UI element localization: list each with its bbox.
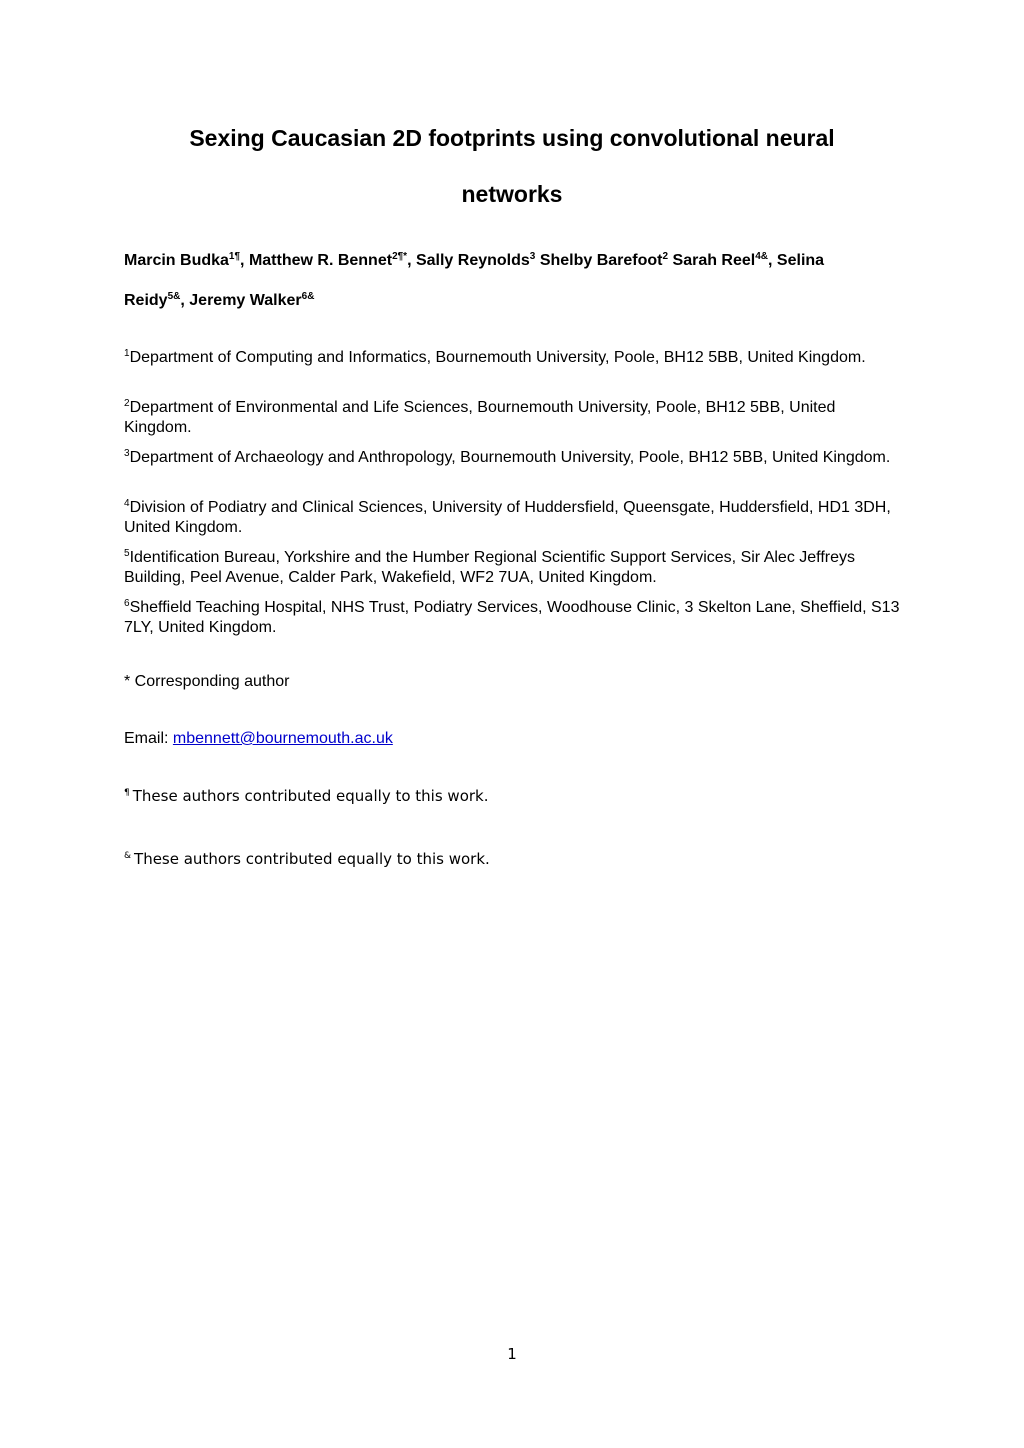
affiliation-text: Sheffield Teaching Hospital, NHS Trust, Podiatry Services, Woodhouse Clinic, 3 Skelton Lane, Sheffield, S13 7LY, United Kingdom. <box>124 599 900 636</box>
affiliation-number: 2 <box>124 398 130 409</box>
author-affiliation-marks: 2 <box>662 251 669 262</box>
affiliation-number: 4 <box>124 498 130 509</box>
email-line <box>124 729 393 749</box>
corresponding-author-note: * Corresponding author <box>124 673 290 690</box>
note-mark: & <box>124 851 132 861</box>
affiliation-text: Department of Environmental and Life Sciences, Bournemouth University, Poole, BH12 5BB, United Kingdom. <box>124 399 836 436</box>
affiliation-3 <box>124 448 904 468</box>
affiliation-text: Identification Bureau, Yorkshire and the Humber Regional Scientific Support Services, Sir Alec Jeffreys Building, Peel Avenue, Calder Park, Wakefield, WF2 7UA, United Kingdom. <box>124 549 855 586</box>
author-name-part: Selina <box>776 252 825 269</box>
author-affiliation-marks: 4& <box>755 251 769 262</box>
paper-title-line-2: networks <box>461 181 563 207</box>
author-list-line-2 <box>124 291 314 311</box>
author-name-part: Reidy <box>124 292 168 309</box>
equal-contribution-note-2 <box>124 849 490 869</box>
affiliation-number: 5 <box>124 548 130 559</box>
affiliation-number: 3 <box>124 448 130 459</box>
affiliation-text: Department of Computing and Informatics, Bournemouth University, Poole, BH12 5BB, United Kingdom. <box>129 349 866 366</box>
affiliation-1 <box>124 348 904 368</box>
note-mark: ¶ <box>124 788 130 798</box>
author-separator: , <box>240 252 249 269</box>
author-name: Marcin Budka <box>124 252 229 269</box>
equal-contribution-note-1 <box>124 786 489 806</box>
author-name: Sally Reynolds <box>415 252 530 269</box>
author-name: Sarah Reel <box>672 252 756 269</box>
author-name: Shelby Barefoot <box>539 252 663 269</box>
note-text: These authors contributed equally to this work. <box>134 850 490 868</box>
page-number: 1 <box>507 1345 517 1363</box>
affiliation-number: 1 <box>124 348 130 359</box>
affiliation-2 <box>124 398 904 438</box>
author-name: Jeremy Walker <box>189 292 302 309</box>
author-affiliation-marks: 1¶ <box>228 251 241 262</box>
affiliation-4 <box>124 498 904 538</box>
author-separator: , <box>768 252 777 269</box>
author-affiliation-marks: 6& <box>301 291 315 302</box>
author-name: Matthew R. Bennet <box>248 252 393 269</box>
affiliation-6 <box>124 598 904 638</box>
email-link[interactable]: mbennett@bournemouth.ac.uk <box>172 730 393 747</box>
author-separator: , <box>407 252 416 269</box>
affiliation-number: 6 <box>124 598 130 609</box>
affiliation-5 <box>124 548 904 588</box>
author-separator: , <box>180 292 190 309</box>
author-affiliation-marks: 3 <box>529 251 536 262</box>
affiliation-text: Division of Podiatry and Clinical Sciences, University of Huddersfield, Queensgate, Huddersfield, HD1 3DH, United Kingdom. <box>124 499 891 536</box>
paper-title-line-1: Sexing Caucasian 2D footprints using convolutional neural <box>189 125 835 151</box>
author-list-line-1 <box>124 251 824 271</box>
author-affiliation-marks: 5& <box>167 291 181 302</box>
affiliation-text: Department of Archaeology and Anthropology, Bournemouth University, Poole, BH12 5BB, United Kingdom. <box>129 449 891 466</box>
author-affiliation-marks: 2¶* <box>392 251 408 262</box>
email-label: Email: <box>124 730 173 747</box>
note-text: These authors contributed equally to this work. <box>132 787 489 805</box>
